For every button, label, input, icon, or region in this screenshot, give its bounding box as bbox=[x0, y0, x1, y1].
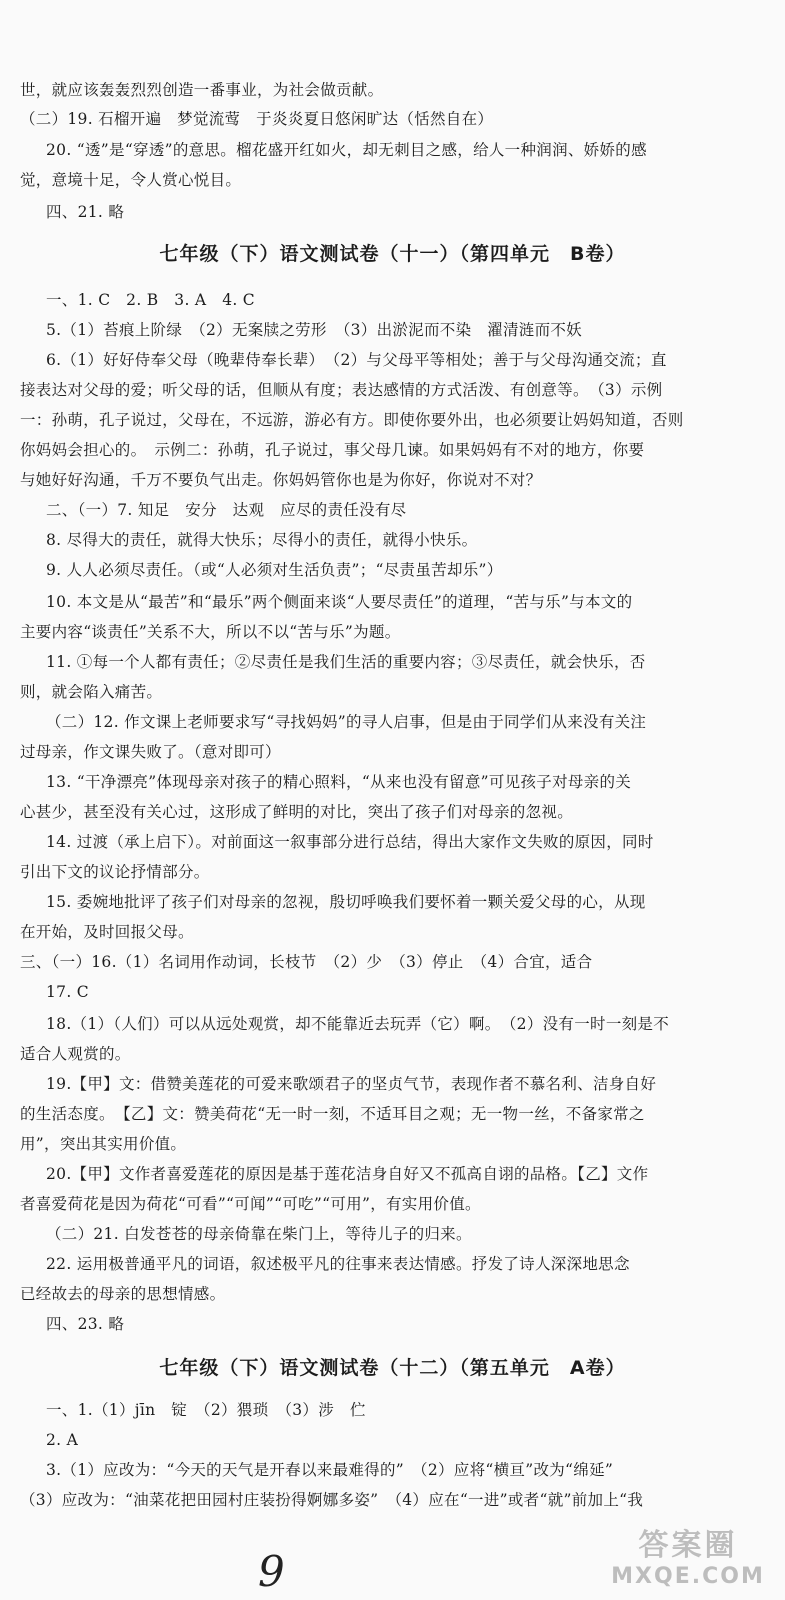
answer-line: 接表达对父母的爱；听父母的话，但顺从有度；表达感情的方式活泼、有创意等。 （3）示例 bbox=[20, 381, 663, 399]
answer-line: 已经故去的母亲的思想情感。 bbox=[20, 1285, 226, 1303]
answer-line: 你妈妈会担心的。 示例二：孙萌，孔子说过，事父母几谏。如果妈妈有不对的地方，你要 bbox=[20, 441, 645, 459]
test-title: 七年级（下）语文测试卷（十一）（第四单元 B卷） bbox=[159, 243, 626, 265]
answer-line: 引出下文的议论抒情部分。 bbox=[20, 863, 210, 881]
answer-line: 与她好好沟通，千万不要负气出走。你妈妈管你也是为你好，你说对不对？ bbox=[20, 471, 542, 489]
answer-line: 6.（1）好好侍奉父母（晚辈侍奉长辈） （2）与父母平等相处；善于与父母沟通交流；直 bbox=[46, 351, 667, 369]
text-line: 世，就应该轰轰烈烈创造一番事业，为社会做贡献。 bbox=[20, 81, 384, 99]
answer-line: 则，就会陷入痛苦。 bbox=[20, 683, 163, 701]
answer-line: 三、（一）16.（1）名词用作动词，长枝节 （2）少 （3）停止 （4）合宜，适合 bbox=[20, 953, 593, 971]
answer-line: 10. 本文是从“最苦”和“最乐”两个侧面来谈“人要尽责任”的道理，“苦与乐”与本文的 bbox=[46, 593, 633, 611]
answer-line: 18.（1）（人们）可以从远处观赏，却不能靠近去玩弄（它）啊。 （2）没有一时一刻是不 bbox=[46, 1015, 670, 1033]
page-number: 9 bbox=[258, 1547, 285, 1596]
answer-line: 22. 运用极普通平凡的词语，叙述极平凡的往事来表达情感。抒发了诗人深深地思念 bbox=[46, 1255, 630, 1273]
answer-line: 20.【甲】文作者喜爱莲花的原因是基于莲花洁身自好又不孤高自诩的品格。【乙】文作 bbox=[46, 1165, 649, 1183]
text-line: 觉，意境十足，令人赏心悦目。 bbox=[20, 171, 242, 189]
watermark-domain-text: MXQE.COM bbox=[611, 1564, 765, 1589]
answer-line: 的生活态度。 【乙】文：赞美荷花“无一时一刻，不适耳目之观；无一物一丝，不备家常之 bbox=[20, 1105, 645, 1123]
answer-line: 主要内容“谈责任”关系不大，所以不以“苦与乐”为题。 bbox=[20, 623, 401, 641]
answer-line: 19.【甲】文：借赞美莲花的可爱来歌颂君子的坚贞气节，表现作者不慕名利、洁身自好 bbox=[46, 1075, 657, 1093]
answer-line: （3）应改为：“油菜花把田园村庄装扮得婀娜多姿” （4）应在“一进”或者“就”前加上“我 bbox=[20, 1491, 644, 1509]
answer-line: 17. C bbox=[46, 983, 89, 1001]
answer-line: 者喜爱荷花是因为荷花“可看”“可闻”“可吃”“可用”，有实用价值。 bbox=[20, 1195, 481, 1213]
answer-line: 8. 尽得大的责任，就得大快乐；尽得小的责任，就得小快乐。 bbox=[46, 531, 478, 549]
answer-line: 用”，突出其实用价值。 bbox=[20, 1135, 187, 1153]
answer-line: 过母亲，作文课失败了。（意对即可） bbox=[20, 743, 281, 761]
text-line: 四、21. 略 bbox=[46, 203, 125, 221]
answer-line: 11. ①每一个人都有责任；②尽责任是我们生活的重要内容；③尽责任，就会快乐，否 bbox=[46, 653, 646, 671]
answer-line: 2. A bbox=[46, 1431, 79, 1449]
answer-line: 一、1.（1）jīn 锭 （2）猥琐 （3）涉 伫 bbox=[46, 1401, 366, 1419]
text-line: 20. “透”是“穿透”的意思。榴花盛开红如火，却无刺目之感，给人一种润润、娇娇的感 bbox=[46, 141, 647, 159]
answer-line: 15. 委婉地批评了孩子们对母亲的忽视，殷切呼唤我们要怀着一颗关爱父母的心，从现 bbox=[46, 893, 646, 911]
answer-line: （二）21. 白发苍苍的母亲倚靠在柴门上，等待儿子的归来。 bbox=[46, 1225, 472, 1243]
answer-line: 在开始，及时回报父母。 bbox=[20, 923, 194, 941]
answer-line: 二、（一）7. 知足 安分 达观 应尽的责任没有尽 bbox=[46, 501, 407, 519]
answer-line: 13. “干净漂亮”体现母亲对孩子的精心照料，“从来也没有留意”可见孩子对母亲的关 bbox=[46, 773, 632, 791]
answer-line: 适合人观赏的。 bbox=[20, 1045, 131, 1063]
answer-line: 一：孙萌，孔子说过，父母在，不远游，游必有方。即使你要外出，也必须要让妈妈知道，否则 bbox=[20, 411, 684, 429]
text-line: （二）19. 石榴开遍 梦觉流莺 于炎炎夏日悠闲旷达（恬然自在） bbox=[20, 110, 494, 128]
answer-line: 四、23. 略 bbox=[46, 1315, 125, 1333]
watermark-logo-text: 答案圈 bbox=[638, 1528, 738, 1563]
answer-line: 3.（1）应改为：“今天的天气是开春以来最难得的” （2）应将“横亘”改为“绵延” bbox=[46, 1461, 614, 1479]
test-title: 七年级（下）语文测试卷（十二）（第五单元 A卷） bbox=[159, 1357, 626, 1379]
answer-line: （二）12. 作文课上老师要求写“寻找妈妈”的寻人启事，但是由于同学们从来没有关注 bbox=[46, 713, 647, 731]
answer-line: 5.（1）苔痕上阶绿 （2）无案牍之劳形 （3）出淤泥而不染 濯清涟而不妖 bbox=[46, 321, 582, 339]
answer-line: 9. 人人必须尽责任。（或“人必须对生活负责”；“尽责虽苦却乐”） bbox=[46, 561, 503, 579]
answer-line: 14. 过渡（承上启下）。对前面这一叙事部分进行总结，得出大家作文失败的原因，同时 bbox=[46, 833, 654, 851]
site-watermark bbox=[603, 1528, 773, 1594]
answer-line: 一、1. C 2. B 3. A 4. C bbox=[46, 291, 255, 309]
answer-line: 心甚少，甚至没有关心过，这形成了鲜明的对比，突出了孩子们对母亲的忽视。 bbox=[20, 803, 574, 821]
